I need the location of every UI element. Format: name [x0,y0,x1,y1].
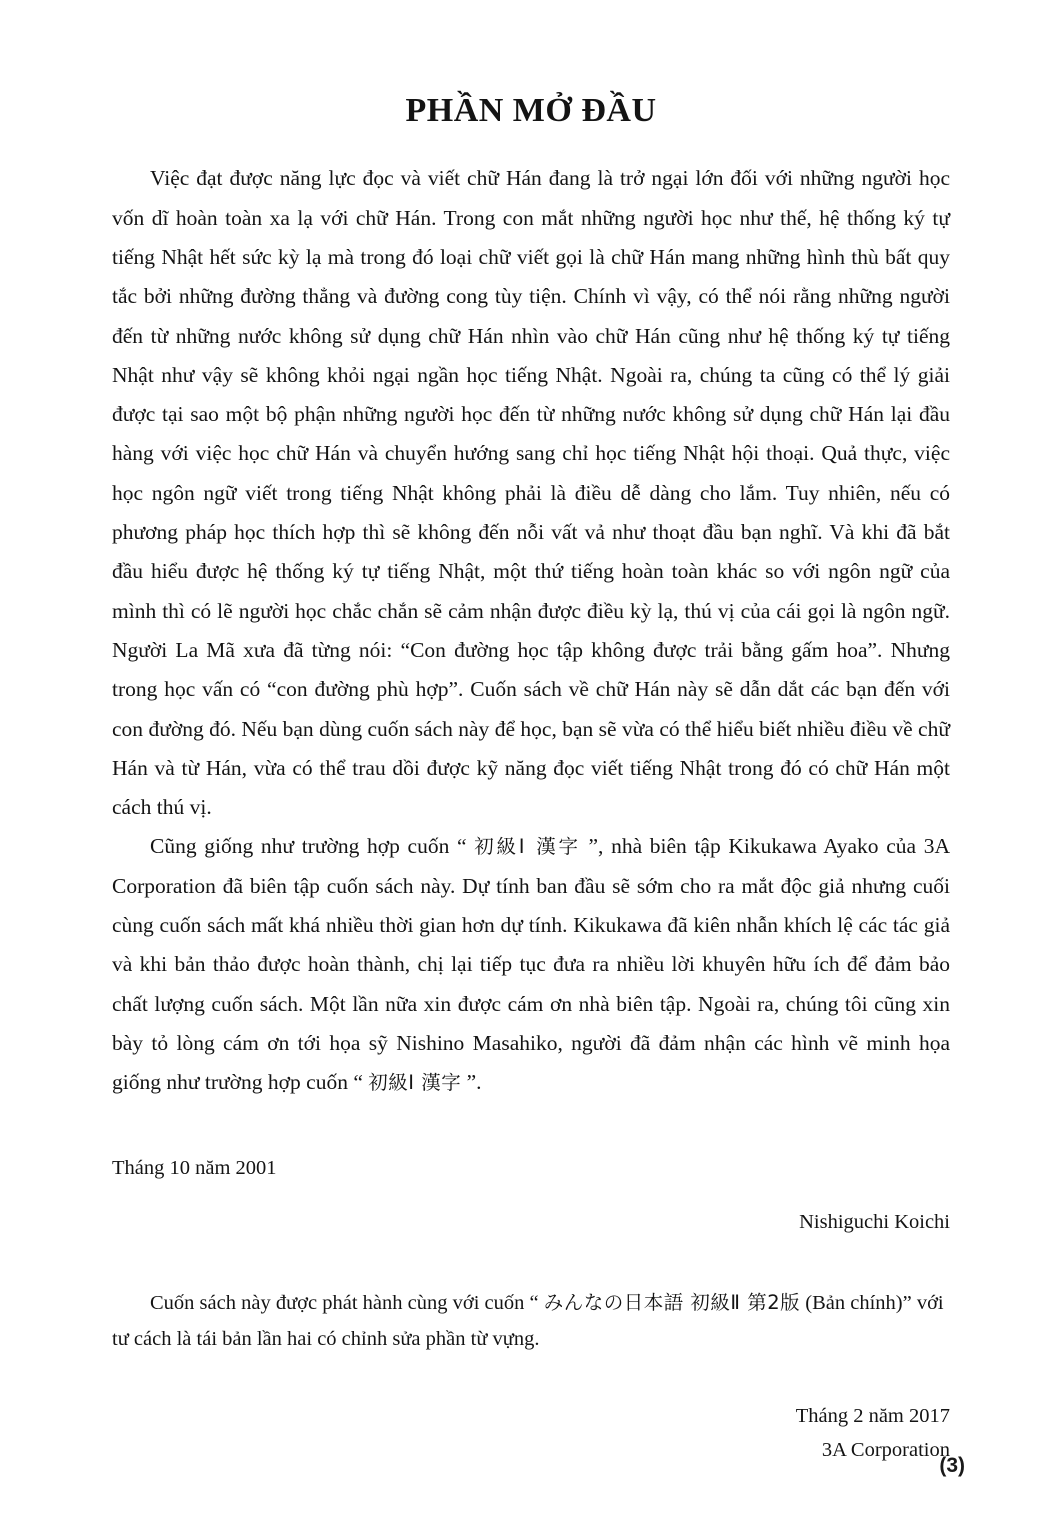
signature-date-2001: Tháng 10 năm 2001 [112,1156,277,1179]
signature-publisher: 3A Corporation [821,1438,950,1461]
body-paragraph-1: Việc đạt được năng lực đọc và viết chữ Hán đang là trở ngại lớn đối với những người học vốn dĩ hoàn toàn xa lạ với chữ Hán. Trong con mắt những người học như thế, hệ thống ký tự tiếng Nhật hết sức kỳ lạ mà trong đó loại chữ viết gọi là chữ Hán mang những hình thù bất quy tắc bởi những đường thẳng và đường cong tùy tiện. Chính vì vậy, có thể nói rằng những người đến từ những nước không sử dụng chữ Hán nhìn vào chữ Hán cũng như hệ thống ký tự tiếng Nhật như vậy sẽ không khỏi ngại ngần học tiếng Nhật. Ngoài ra, chúng ta cũng có thể lý giải được tại sao một bộ phận những người học đến từ những nước không sử dụng chữ Hán lại đầu hàng với việc học chữ Hán và chuyển hướng sang chỉ học tiếng Nhật hội thoại. Quả thực, việc học ngôn ngữ viết trong tiếng Nhật không phải là điều dễ dàng cho lắm. Tuy nhiên, nếu có phương pháp học thích hợp thì sẽ không đến nỗi vất vả như thoạt đầu bạn nghĩ. Và khi đã bắt đầu hiểu được hệ thống ký tự tiếng Nhật, một thứ tiếng hoàn toàn khác so với ngôn ngữ của mình thì có lẽ người học chắc chắn sẽ cảm nhận được điều kỳ lạ, thú vị của cái gọi là ngôn ngữ. Người La Mã xưa đã từng nói: “Con đường học tập không được trải bằng gấm hoa”. Nhưng trong học vấn có “con đường phù hợp”. Cuốn sách về chữ Hán này sẽ dẫn dắt các bạn đến với con đường đó. Nếu bạn dùng cuốn sách này để học, bạn sẽ vừa có thể hiểu biết nhiều điều về chữ Hán và từ Hán, vừa có thể trau dồi được kỹ năng đọc viết tiếng Nhật trong đó có chữ Hán một cách thú vị. [112,166,950,820]
japanese-title-minna-no-nihongo: みんなの日本語 初級Ⅱ 第2版 [543,1290,801,1314]
edition-note-part-2: (Bản chính)” với tư cách là tái bản lần hai có chỉnh sửa phần từ vựng. [112,1291,944,1350]
body-paragraph-2 [112,827,950,1102]
japanese-title-shokyu-1-kanji: 初級Ⅰ 漢字 [474,835,581,859]
paragraph-2-part-2: ”, nhà biên tập Kikukawa Ayako của 3A Corporation đã biên tập cuốn sách này. Dự tính ban đầu sẽ sớm cho ra mắt độc giả nhưng cuối cùng cuốn sách mất khá nhiều thời gian hơn dự tính. Kikukawa đã kiên nhẫn khích lệ các tác giả và khi bản thảo được hoàn thành, chị lại tiếp tục đưa ra nhiều lời khuyên hữu ích để đảm bảo chất lượng cuốn sách. Một lần nữa xin được cám ơn nhà biên tập. Ngoài ra, chúng tôi cũng xin bày tỏ lòng cám ơn tới họa sỹ Nishino Masahiko, người đã đảm nhận các hình vẽ minh họa giống như trường hợp cuốn “ [112,834,950,1095]
page-title: PHẦN MỞ ĐẦU [405,92,657,129]
signature-block-first [112,1151,950,1239]
page-number: (3) [939,1454,965,1477]
edition-note-part-1: Cuốn sách này được phát hành cùng với cuốn “ [150,1291,544,1314]
edition-note-paragraph [112,1285,950,1357]
signature-author-name: Nishiguchi Koichi [799,1210,950,1233]
paragraph-2-part-3: ”. [461,1070,482,1095]
japanese-title-shokyu-1-kanji-repeat: 初級Ⅰ 漢字 [368,1071,462,1095]
signature-block-last [112,1399,950,1467]
page-content [112,92,950,1467]
edition-note-block [112,1285,950,1357]
paragraph-2-part-1: Cũng giống như trường hợp cuốn “ [150,834,475,859]
signature-date-2017: Tháng 2 năm 2017 [795,1404,950,1427]
